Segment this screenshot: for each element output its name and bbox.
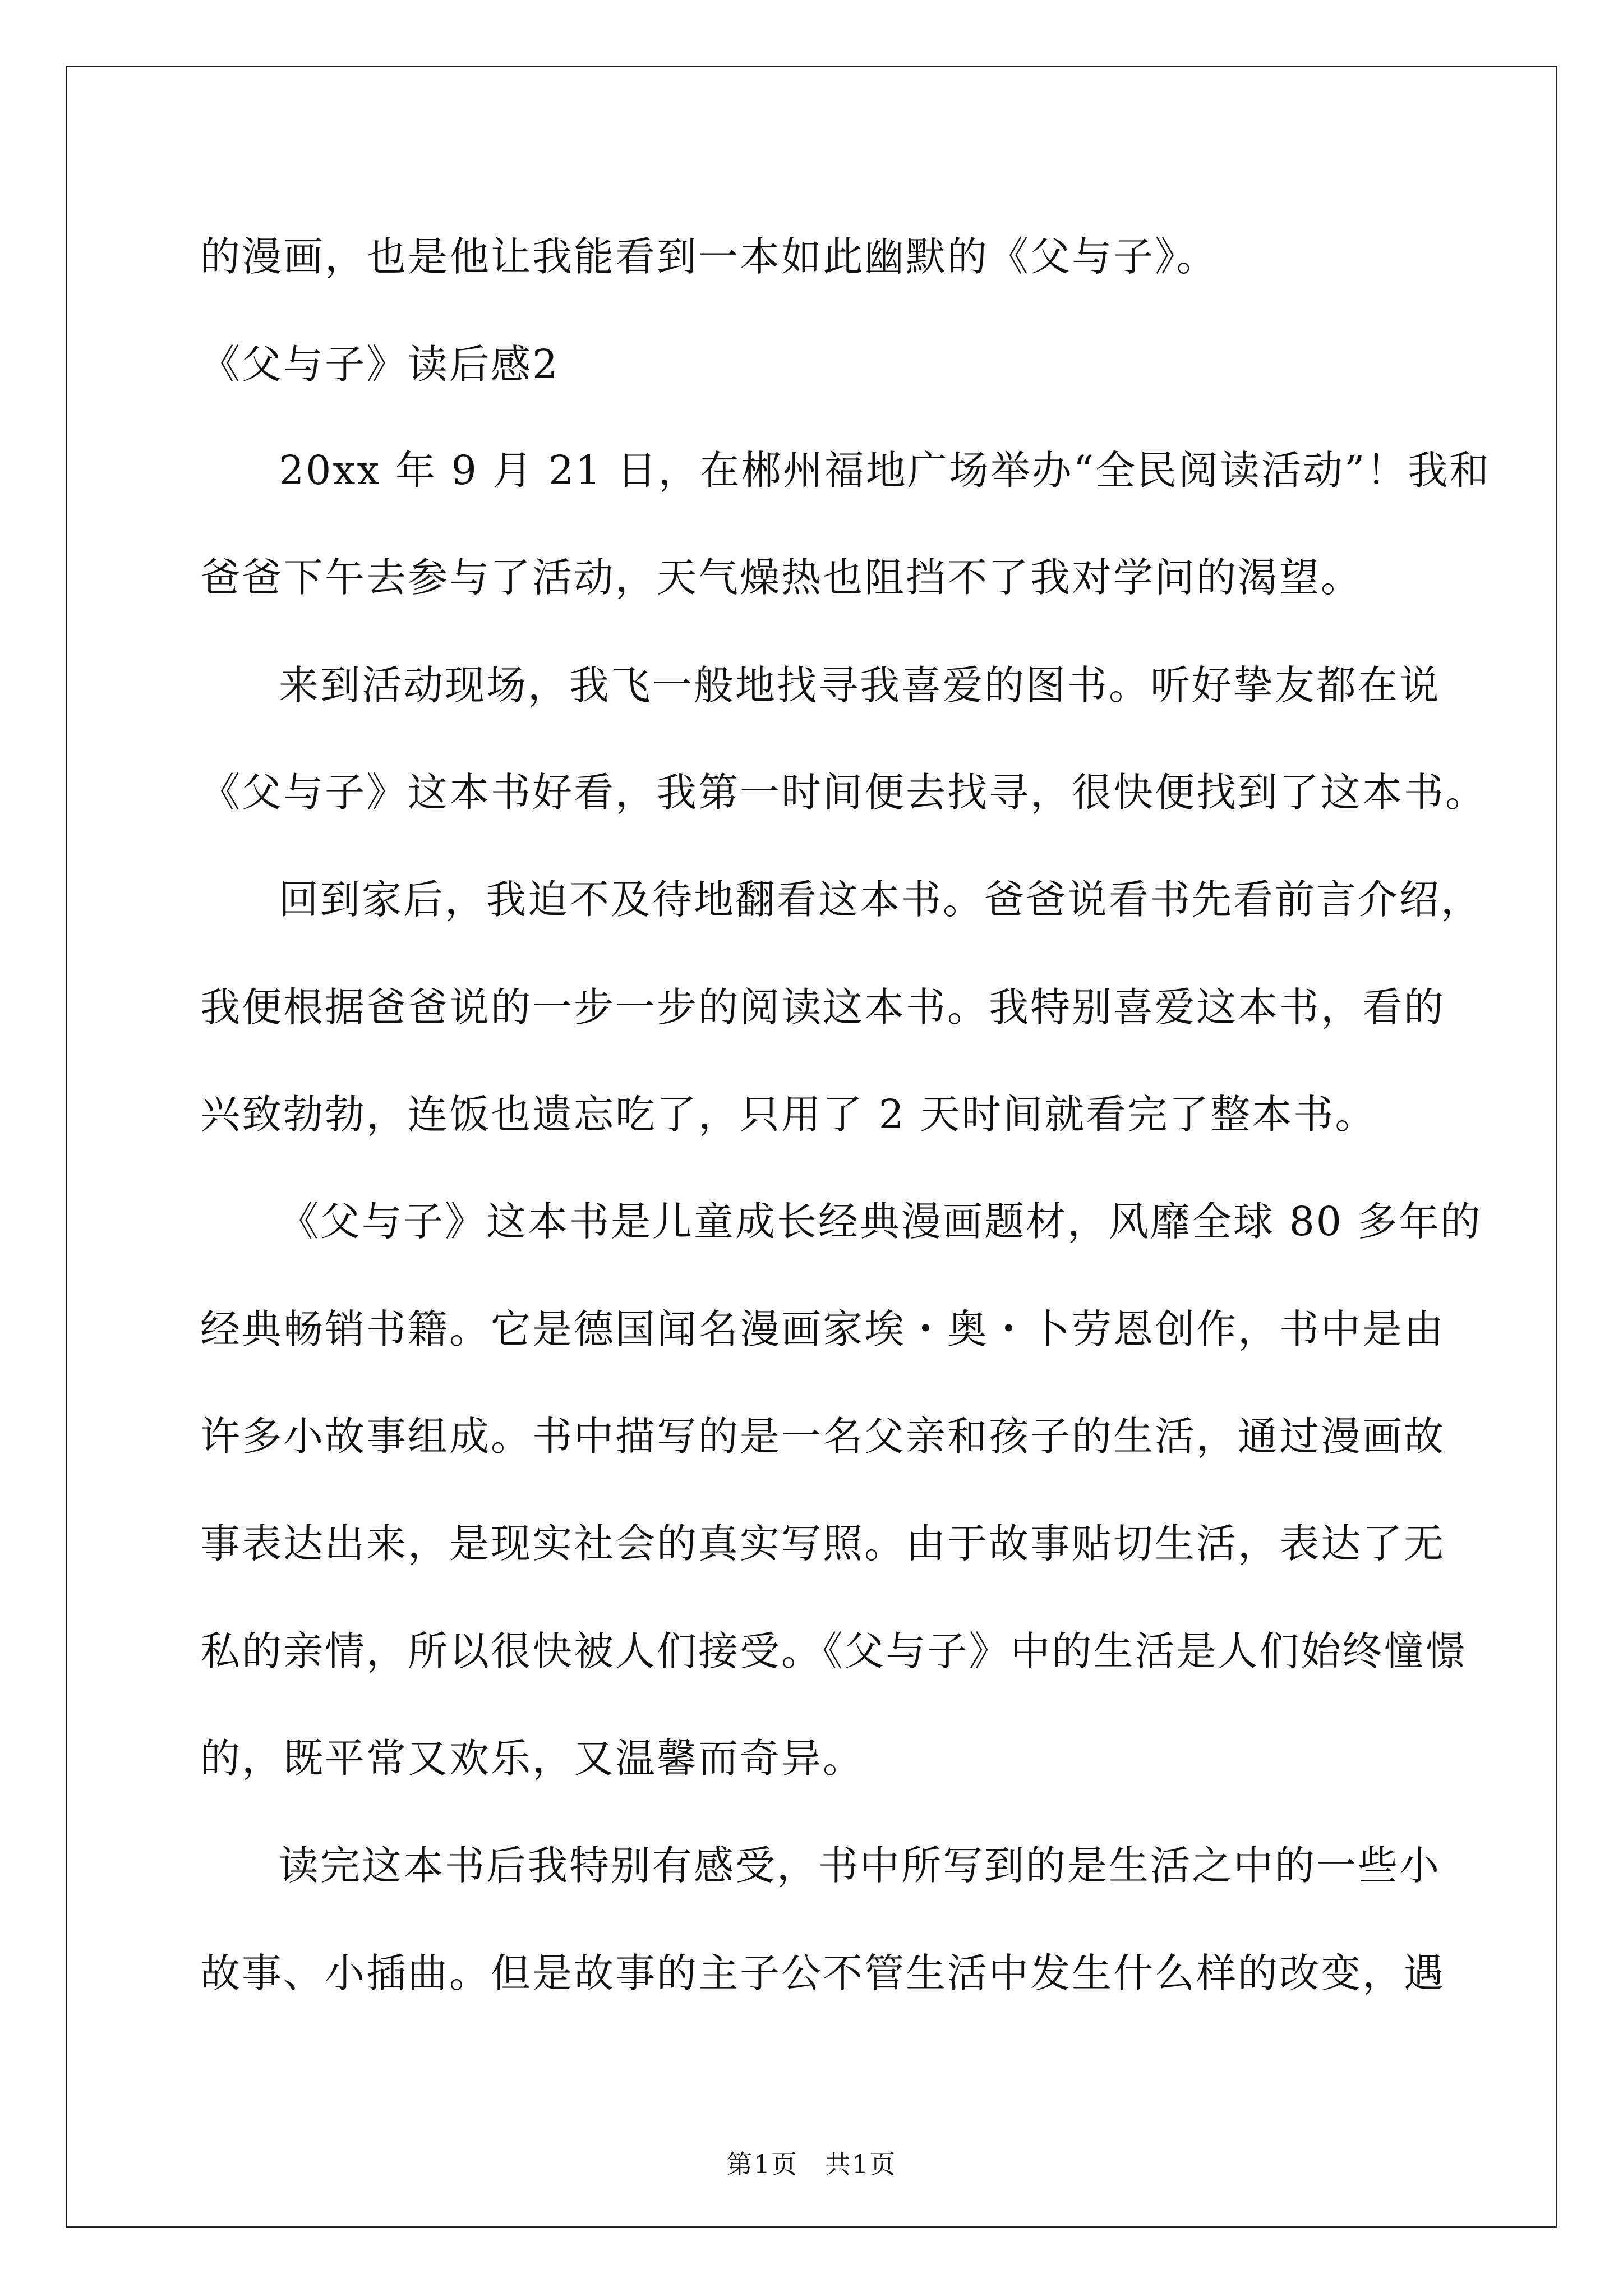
body-line: 经典畅销书籍。它是德国闻名漫画家埃・奥・卜劳恩创作，书中是由	[200, 1306, 1446, 1352]
body-line: 我便根据爸爸说的一步一步的阅读这本书。我特别喜爱这本书，看的	[200, 984, 1446, 1030]
body-line: 私的亲情，所以很快被人们接受。《父与子》中的生活是人们始终憧憬	[200, 1628, 1467, 1674]
page-border	[66, 66, 1557, 2228]
body-line: 故事、小插曲。但是故事的主子公不管生活中发生什么样的改变，遇	[200, 1950, 1446, 1996]
body-line: 来到活动现场，我飞一般地找寻我喜爱的图书。听好挚友都在说	[279, 662, 1441, 708]
body-line: 事表达出来，是现实社会的真实写照。由于故事贴切生活，表达了无	[200, 1520, 1446, 1567]
body-line: 许多小故事组成。书中描写的是一名父亲和孩子的生活，通过漫画故	[200, 1413, 1446, 1460]
body-line: 20xx 年 9 月 21 日，在郴州福地广场举办“全民阅读活动”！我和	[279, 447, 1491, 494]
body-line: 读完这本书后我特别有感受，书中所写到的是生活之中的一些小	[279, 1842, 1441, 1889]
body-line: 回到家后，我迫不及待地翻看这本书。爸爸说看书先看前言介绍，	[279, 876, 1483, 923]
body-line: 爸爸下午去参与了活动，天气燥热也阻挡不了我对学问的渴望。	[200, 554, 1363, 601]
body-line: 《父与子》这本书好看，我第一时间便去找寻，很快便找到了这本书。	[200, 769, 1487, 816]
body-line: 的漫画，也是他让我能看到一本如此幽默的《父与子》。	[200, 233, 1218, 280]
body-line: 的，既平常又欢乐，又温馨而奇异。	[200, 1735, 865, 1782]
page-number-footer: 第1页 共1页	[726, 2149, 897, 2179]
body-line: 《父与子》这本书是儿童成长经典漫画题材，风靡全球 80 多年的	[279, 1198, 1482, 1245]
section-heading: 《父与子》读后感2	[200, 341, 560, 388]
body-line: 兴致勃勃，连饭也遗忘吃了，只用了 2 天时间就看完了整本书。	[200, 1091, 1377, 1138]
